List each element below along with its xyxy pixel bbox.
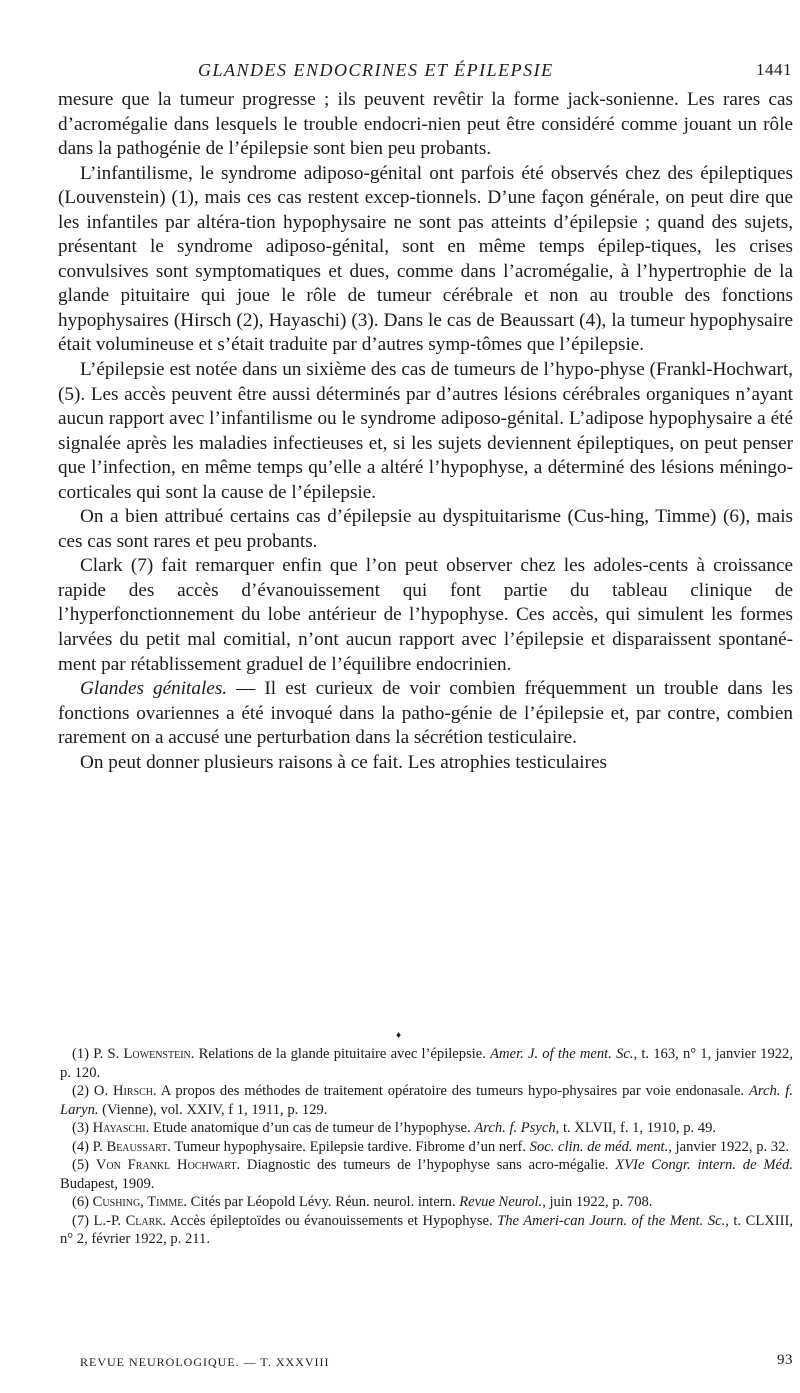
footnote-5: (5) Von Frankl Hochwart. Diagnostic des tumeurs de l’hypophyse sans acro-mégalie. XVIe Congr. intern. de Méd. Budapest, 1909.	[60, 1157, 793, 1192]
paragraph-3: L’épilepsie est notée dans un sixième des cas de tumeurs de l’hypo-physe (Frankl-Hochwart, (5). Les accès peuvent être aussi déterminés par d’autres lésions cérébrales organiques n’ayant aucun rapport avec l’infantilisme ou le syndrome adiposo-génital. L’adipose hypophysaire a été signalée après les maladies infectieuses et, si les sujets deviennent épileptiques, on peut penser que l’infection, en même temps qu’elle a altéré l’hypophyse, a déterminé des lésions méningo-corticales qui sont la cause de l’épilepsie.	[58, 359, 793, 503]
running-title: GLANDES ENDOCRINES ET ÉPILEPSIE	[198, 60, 554, 80]
footnote-journal: Arch. f. Laryn.	[60, 1083, 794, 1118]
footnote-author: P. S. Lowenstein.	[93, 1046, 195, 1062]
footnote-author: P. Beaussart.	[92, 1138, 171, 1155]
footnote-2: (2) O. Hirsch. A propos des méthodes de traitement opératoire des tumeurs hypo-physaires par voie endonasale. Arch. f. Laryn. (Vienne), vol. XXIV, f 1, 1911, p. 129.	[60, 1083, 794, 1118]
footnote-author: Cushing, Timme.	[92, 1194, 188, 1211]
footnote-4: (4) P. Beaussart. Tumeur hypophysaire. Epilepsie tardive. Fibrome d’un nerf. Soc. clin. de méd. ment., janvier 1922, p. 32.	[72, 1138, 790, 1155]
paragraph-2: L’infantilisme, le syndrome adiposo-génital ont parfois été observés chez des épileptiques (Louvenstein) (1), mais ces cas restent excep-tionnels. D’une façon générale, on peut dire que les infantiles par altéra-tion hypophysaire ne sont pas atteints d’épilepsie ; quand des sujets, présentant le syndrome adiposo-génital, sont en même temps épilep-tiques, les crises convulsives sont symptomatiques et dues, comme dans l’acromégalie, à l’hypertrophie de la glande pituitaire qui joue le rôle de tumeur cérébrale et non au trouble des fonctions hypophysaires (Hirsch (2), Hayaschi) (3). Dans le cas de Beaussart (4), la tumeur hypophysaire était volumineuse et s’était traduite par d’autres symp-tômes que l’épilepsie.	[58, 162, 793, 356]
main-text	[58, 88, 793, 775]
footnote-6: (6) Cushing, Timme. Cités par Léopold Lévy. Réun. neurol. intern. Revue Neurol., juin 1922, p. 708.	[72, 1194, 653, 1211]
footnote-author: Von Frankl Hochwart.	[95, 1157, 241, 1174]
footnote-journal: Amer. J. of the ment. Sc.	[490, 1046, 634, 1062]
footnotes	[60, 1045, 793, 1249]
section-heading-glandes-genitales: Glandes génitales.	[80, 678, 228, 700]
footnote-author: Hayaschi.	[92, 1120, 150, 1137]
footnote-journal: Revue Neurol.	[459, 1194, 543, 1211]
footnote-author: O. Hirsch.	[93, 1083, 157, 1100]
footnote-journal: Arch. f. Psych,	[474, 1120, 560, 1137]
footnote-journal: Soc. clin. de méd. ment.	[529, 1138, 669, 1155]
journal-signature: REVUE NEUROLOGIQUE. — T. XXXVIII	[80, 1355, 330, 1369]
paragraph-6-text: — Il est curieux de voir combien fréquemment un trouble dans les fonctions ovariennes a été invoqué dans la patho-génie de l’épilepsie et, par contre, combien rarement on a accusé une perturbation dans la sécrétion testiculaire.	[58, 678, 793, 749]
page-number: 1441	[756, 60, 792, 79]
footnote-1: (1) P. S. Lowenstein. Relations de la glande pituitaire avec l’épilepsie. Amer. J. of the ment. Sc., t. 163, n° 1, janvier 1922, p. 120.	[60, 1046, 793, 1081]
running-head	[58, 60, 792, 86]
footnote-3: (3) Hayaschi. Etude anatomique d’un cas de tumeur de l’hypophyse. Arch. f. Psych, t. XLVII, f. 1, 1910, p. 49.	[72, 1120, 717, 1137]
footnote-author: L.-P. Clark.	[93, 1212, 167, 1229]
paragraph-7: On peut donner plusieurs raisons à ce fait. Les atrophies testiculaires	[80, 751, 607, 773]
paragraph-5: Clark (7) fait remarquer enfin que l’on peut observer chez les adoles-cents à croissance rapide des accès d’évanouissement qui font partie du tableau clinique de l’hyperfonctionnement du lobe antérieur de l’hypophyse. Ces accès, qui simulent les formes larvées du petit mal comitial, n’ont aucun rapport avec l’épilepsie et disparaissent spontané-ment par rétablissement graduel de l’équilibre endocrinien.	[58, 555, 793, 675]
footnote-journal: The Ameri-can Journ. of the Ment. Sc.	[497, 1212, 726, 1229]
page-footer	[80, 1352, 793, 1372]
footnote-separator: ♦	[396, 1030, 402, 1041]
sheet-signature: 93	[777, 1352, 793, 1368]
paragraph-6	[58, 677, 793, 751]
footnote-7: (7) L.-P. Clark. Accès épileptoïdes ou évanouissements et Hypophyse. The Ameri-can Journ. of the Ment. Sc., t. CLXIII, n° 2, février 1922, p. 211.	[60, 1212, 793, 1248]
paragraph-1: mesure que la tumeur progresse ; ils peuvent revêtir la forme jack-sonienne. Les rares cas d’acromégalie dans lesquels le trouble endocri-nien peut être considéré comme jouant un rôle dans la pathogénie de l’épilepsie sont bien peu probants.	[58, 89, 793, 160]
footnote-journal: XVIe Congr. intern. de Méd.	[615, 1157, 793, 1174]
paragraph-4: On a bien attribué certains cas d’épilepsie au dyspituitarisme (Cus-hing, Timme) (6), mais ces cas sont rares et peu probants.	[58, 506, 793, 552]
